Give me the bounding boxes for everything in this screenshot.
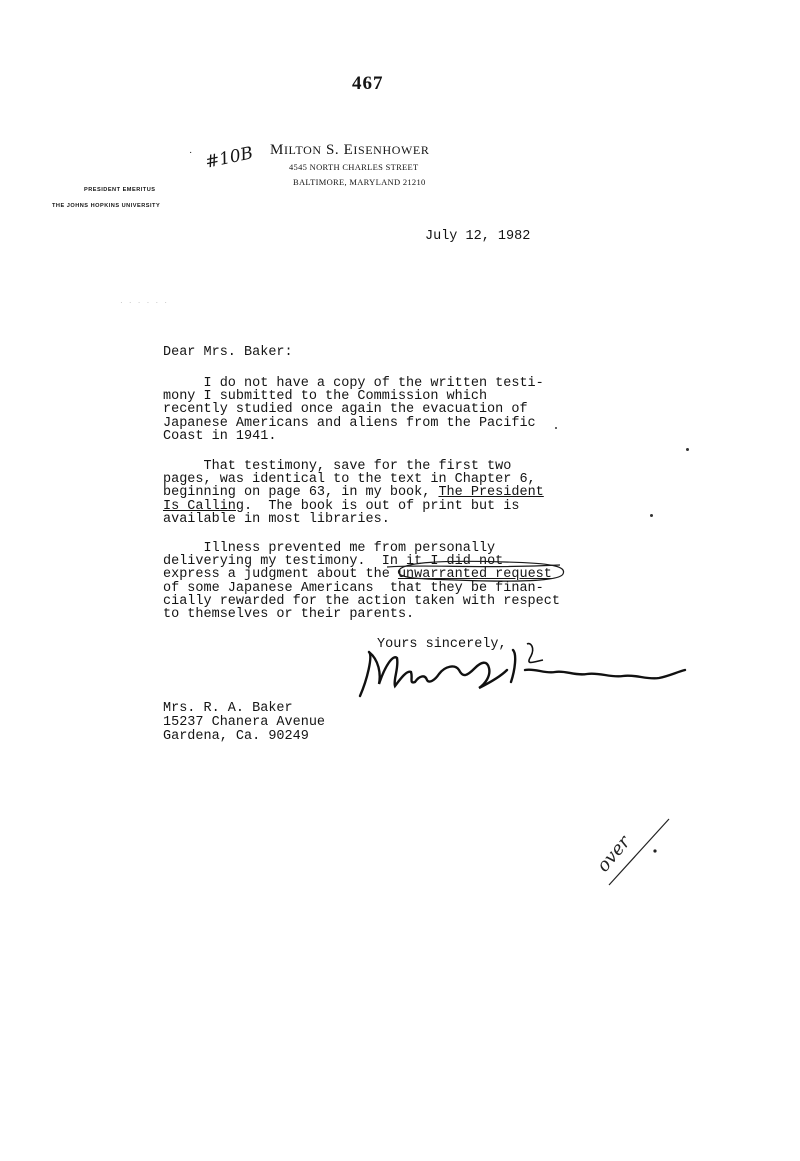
- paragraph-line: recently studied once again the evacuation of: [163, 402, 528, 418]
- paragraph-line: . The book is out of print but is: [244, 498, 520, 514]
- paragraph-line: pages, was identical to the text in Chapter 6,: [163, 472, 536, 488]
- letterhead-university: THE JOHNS HOPKINS UNIVERSITY: [52, 203, 161, 209]
- recipient-street: 15237 Chanera Avenue: [163, 715, 326, 730]
- paragraph-line: Japanese Americans and aliens from the Pacific: [163, 415, 536, 431]
- letterhead-name-first-initial: M: [270, 142, 284, 158]
- letterhead-city: BALTIMORE, MARYLAND 21210: [293, 177, 426, 187]
- paper-smudge: · · · · · ·: [120, 298, 170, 307]
- page-number: 467: [352, 73, 384, 94]
- letter-date: July 12, 1982: [425, 229, 531, 244]
- paragraph-line: beginning on page 63, in my book,: [163, 485, 439, 501]
- paragraph-line: of some Japanese Americans that they be finan-: [163, 580, 544, 596]
- recipient-name: Mrs. R. A. Baker: [163, 701, 293, 716]
- struck-text: In it I did not: [381, 554, 504, 570]
- paragraph-line: to themselves or their parents.: [163, 607, 415, 623]
- letterhead-title: PRESIDENT EMERITUS: [84, 187, 156, 193]
- paragraph-testimony: [163, 377, 544, 443]
- signature-image: [355, 640, 695, 700]
- closing: Yours sincerely,: [377, 637, 507, 652]
- recipient-address: [163, 702, 325, 744]
- letterhead-name: [270, 142, 429, 159]
- pen-circle: [385, 558, 575, 586]
- paper-speck: [686, 448, 689, 451]
- paragraph-line: cially rewarded for the action taken with respect: [163, 593, 560, 609]
- over-note-text: over: [592, 831, 635, 877]
- paragraph-line: Coast in 1941.: [163, 428, 277, 444]
- paper-speck: [650, 514, 653, 517]
- paragraph-line: deliverying my testimony.: [163, 554, 382, 570]
- letterhead-name-last: ISENHOWER: [353, 143, 430, 157]
- paper-speck: [555, 427, 557, 429]
- paragraph-line: express a judgment about the: [163, 567, 398, 583]
- letterhead-name-middle: S. E: [321, 142, 354, 158]
- paragraph-line: I do not have a copy of the written testi-: [163, 376, 544, 391]
- handwritten-reference-note: #10B: [203, 143, 255, 173]
- paragraph-line: Illness prevented me from personally: [163, 541, 496, 556]
- circled-text: unwarranted request: [397, 567, 552, 583]
- pen-tick-mark: ·: [189, 147, 193, 158]
- recipient-city: Gardena, Ca. 90249: [163, 729, 309, 744]
- book-title-part-2: Is Calling: [163, 498, 245, 514]
- book-title-part-1: The President: [438, 485, 544, 501]
- handwritten-over-note: [585, 815, 680, 895]
- paragraph-book-reference: [163, 460, 544, 526]
- salutation: Dear Mrs. Baker:: [163, 345, 293, 360]
- paragraph-line: available in most libraries.: [163, 511, 390, 527]
- letterhead-street: 4545 NORTH CHARLES STREET: [289, 162, 419, 172]
- letterhead-name-first-rest: ILTON: [283, 143, 322, 157]
- paragraph-line: That testimony, save for the first two: [163, 459, 512, 474]
- paragraph-line: mony I submitted to the Commission which: [163, 389, 488, 405]
